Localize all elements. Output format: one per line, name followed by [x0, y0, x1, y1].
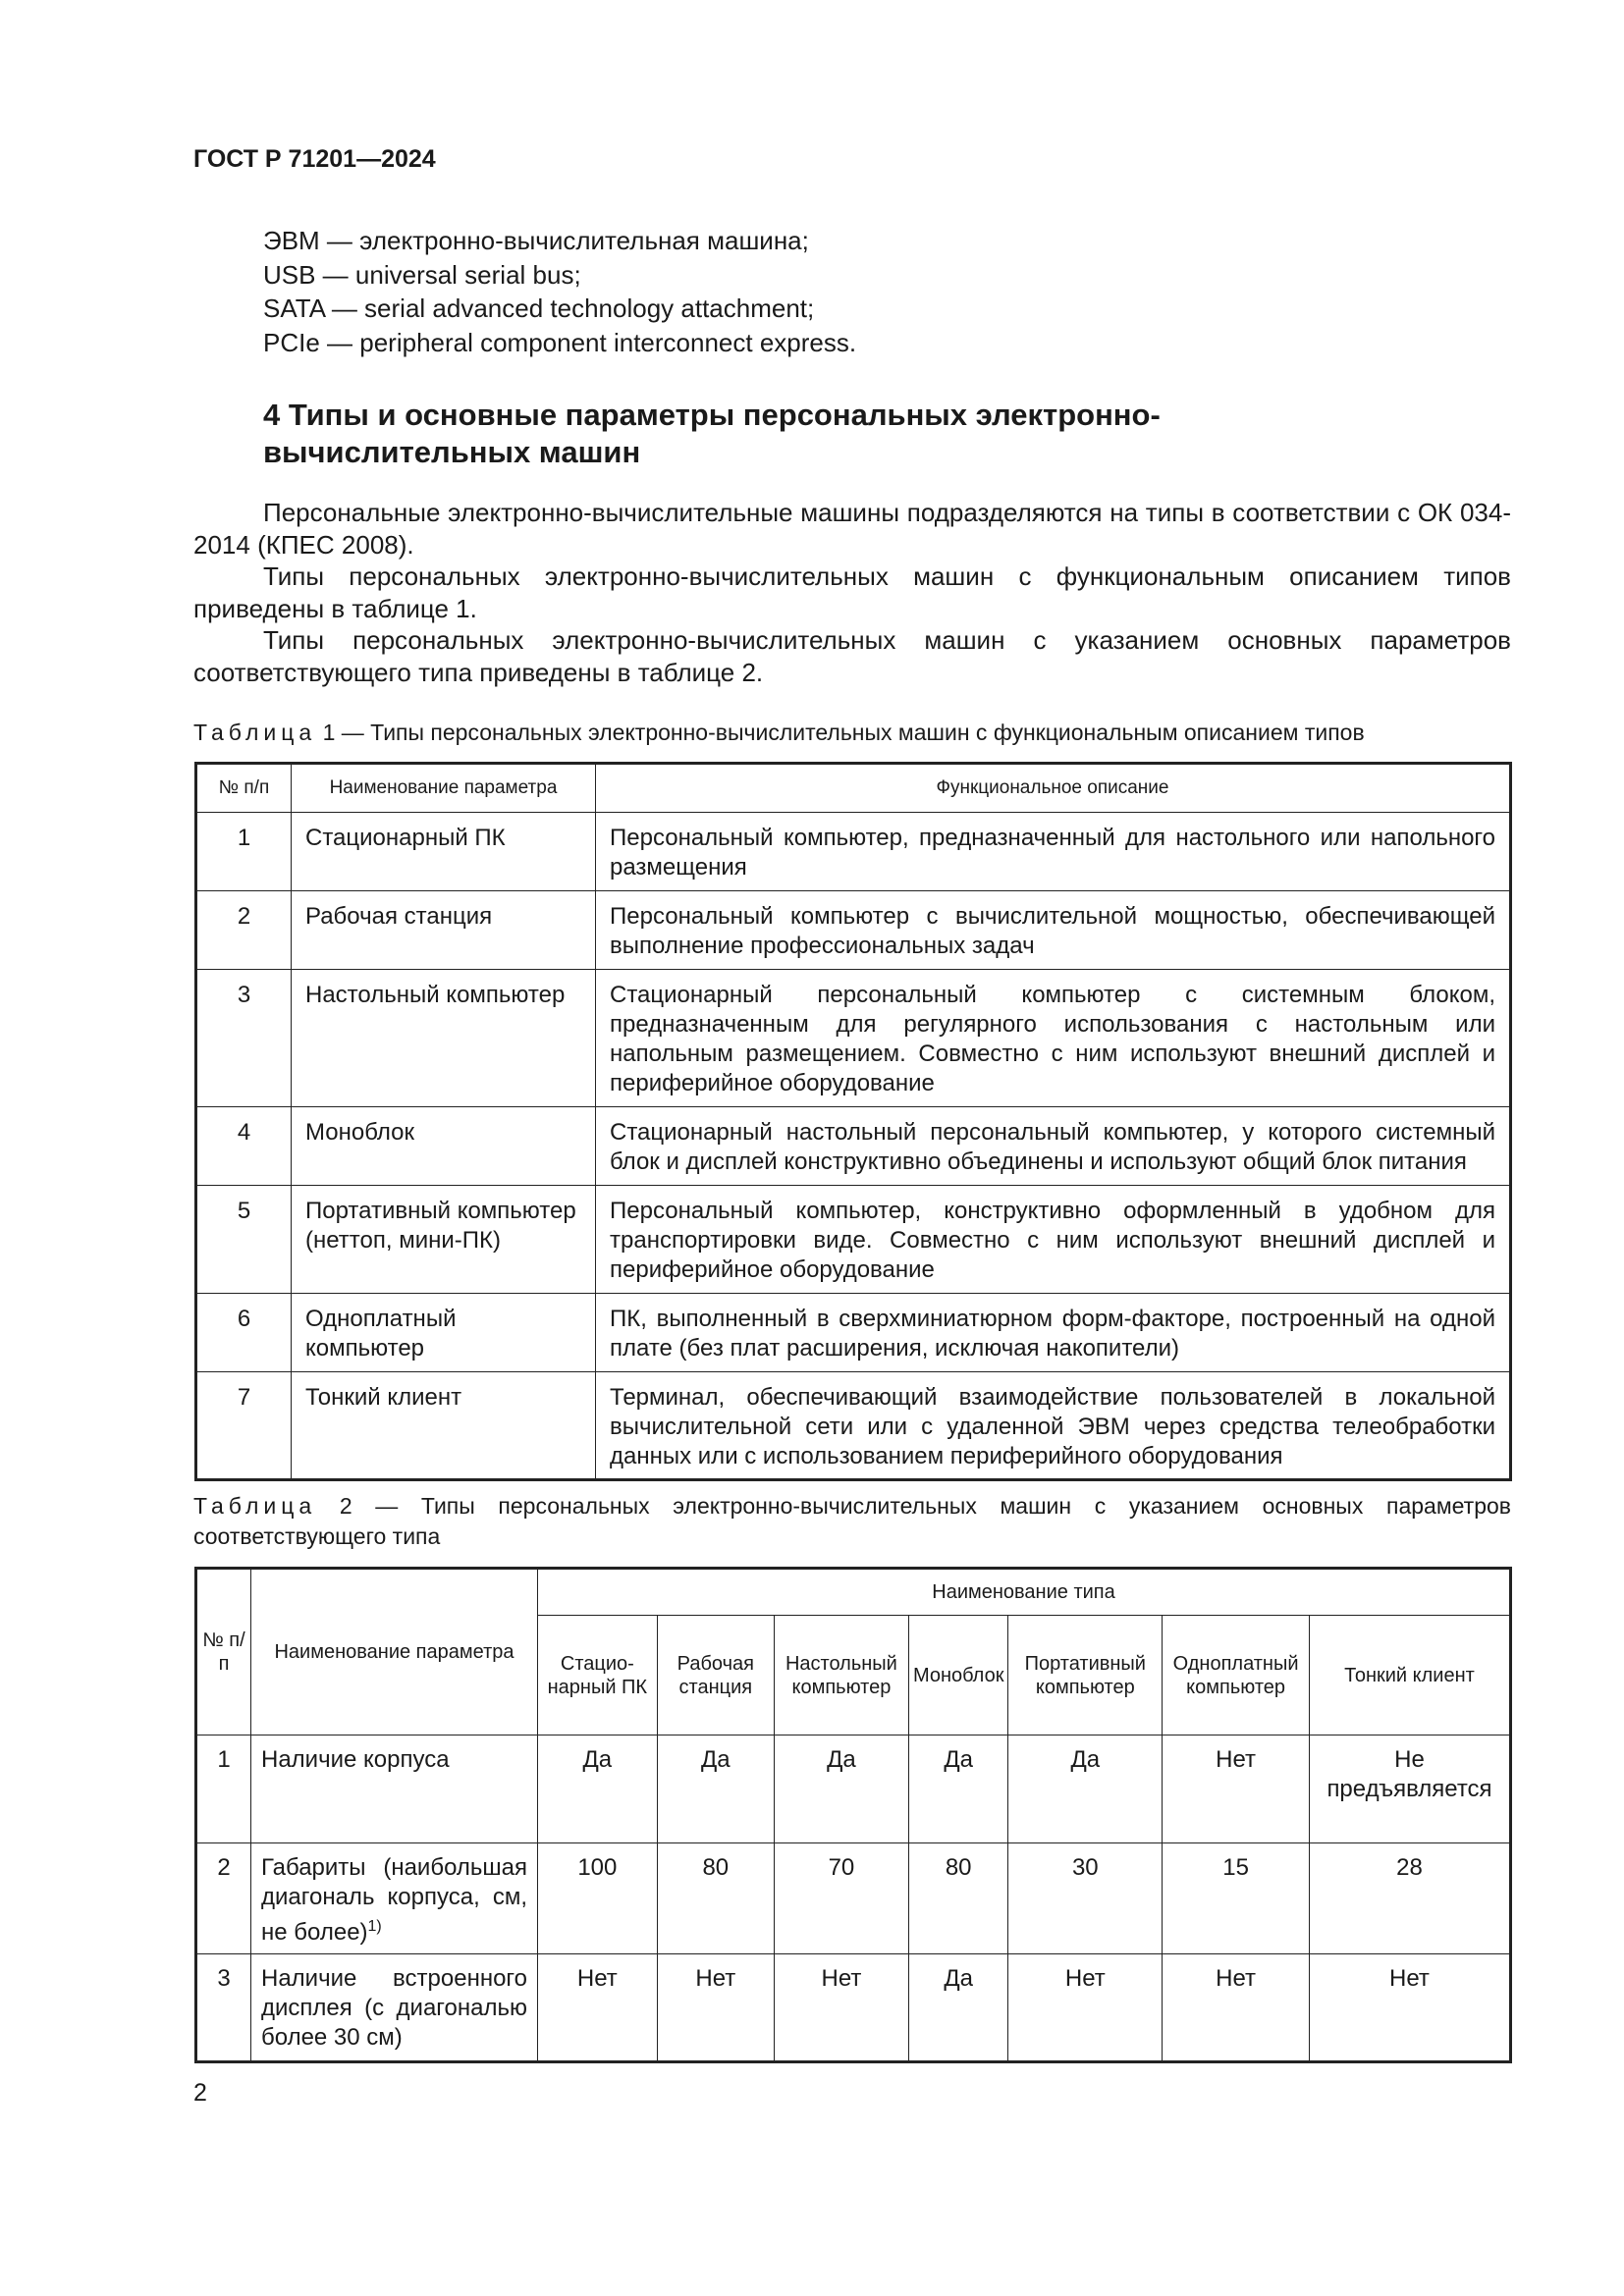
value-cell: 28 — [1309, 1843, 1510, 1954]
abbreviation-item: SATA — serial advanced technology attachment; — [263, 294, 815, 323]
table-row — [196, 1843, 1511, 1954]
parameter-name: Наличие корпуса — [251, 1735, 538, 1843]
row-number: 1 — [196, 813, 292, 891]
section-title-line: 4 Типы и основные параметры персональных электронно- — [263, 398, 1161, 432]
paragraph: Персональные электронно-вычислительные машины подразделяются на типы в соответствии с ОК 034-2014 (КПЕС 2008). — [193, 498, 1511, 560]
type-description: Терминал, обеспечивающий взаимодействие пользователей в локальной вычислительной сети или с удаленной ЭВМ через средства телеобработки данных или с использованием периферийного оборудования — [596, 1372, 1511, 1480]
table1-caption-label: Таблица — [193, 720, 317, 745]
type-name: Портативный компьютер (неттоп, мини-ПК) — [292, 1186, 596, 1294]
table2-caption-label: Таблица — [193, 1493, 317, 1519]
row-number: 3 — [196, 1954, 251, 2062]
table1-header-row — [196, 764, 1511, 813]
row-number: 2 — [196, 891, 292, 970]
type-description: Стационарный персональный компьютер с системным блоком, предназначенным для регулярного использования с настольным или напольным размещением. Совместно с ним используют внешний дисплей и периферийное оборудование — [596, 970, 1511, 1107]
section-title-line: вычислительных машин — [263, 435, 641, 469]
section-body — [193, 497, 1511, 688]
parameter-name: Наличие встроенного дисплея (с диагональю более 30 см) — [251, 1954, 538, 2062]
type-name: Настольный компьютер — [292, 970, 596, 1107]
type-name: Одноплатный компьютер — [292, 1294, 596, 1372]
column-header: Наименование параметра — [292, 764, 596, 813]
table2 — [194, 1567, 1512, 2063]
value-cell: Нет — [657, 1954, 774, 2062]
table-row — [196, 970, 1511, 1107]
value-cell: Нет — [774, 1954, 908, 2062]
type-header: Настольный компьютер — [774, 1616, 908, 1735]
type-name: Моноблок — [292, 1107, 596, 1186]
value-cell: Нет — [1309, 1954, 1510, 2062]
row-number: 6 — [196, 1294, 292, 1372]
table-row — [196, 1735, 1511, 1843]
footnote-marker: 1) — [367, 1918, 382, 1935]
column-header: № п/п — [196, 764, 292, 813]
type-description: Стационарный настольный персональный компьютер, у которого системный блок и дисплей конструктивно объединены и используют общий блок питания — [596, 1107, 1511, 1186]
abbreviation-item: ЭВМ — электронно-вычислительная машина; — [263, 226, 809, 255]
type-header: Стационарный ПК — [538, 1616, 658, 1735]
table-row — [196, 1186, 1511, 1294]
table1-caption — [193, 718, 1511, 748]
type-name: Стационарный ПК — [292, 813, 596, 891]
row-number: 2 — [196, 1843, 251, 1954]
value-cell: Нет — [538, 1954, 658, 2062]
type-name: Рабочая станция — [292, 891, 596, 970]
parameter-name — [251, 1843, 538, 1954]
column-header: Функциональное описание — [596, 764, 1511, 813]
type-header: Тонкий клиент — [1309, 1616, 1510, 1735]
value-cell: Да — [657, 1735, 774, 1843]
value-cell: 80 — [908, 1843, 1008, 1954]
table2-caption-text: 2 — Типы персональных электронно-вычислительных машин с указанием основных параметров соответствующего типа — [193, 1493, 1511, 1549]
type-description: Персональный компьютер с вычислительной мощностью, обеспечивающей выполнение профессиональных задач — [596, 891, 1511, 970]
table-row — [196, 1372, 1511, 1480]
type-header: Одноплатный компьютер — [1163, 1616, 1310, 1735]
document-header: ГОСТ Р 71201—2024 — [193, 145, 436, 173]
table-row — [196, 1954, 1511, 2062]
table2-header-row — [196, 1569, 1511, 1616]
type-header: Портативный компьютер — [1008, 1616, 1163, 1735]
value-cell: Да — [908, 1954, 1008, 2062]
column-group-header: Наименование типа — [538, 1569, 1511, 1616]
type-header: Моноблок — [908, 1616, 1008, 1735]
table-row — [196, 813, 1511, 891]
value-cell: 100 — [538, 1843, 658, 1954]
value-cell: 80 — [657, 1843, 774, 1954]
page-number: 2 — [193, 2079, 207, 2107]
abbreviation-item: USB — universal serial bus; — [263, 259, 581, 290]
paragraph: Типы персональных электронно-вычислительных машин с указанием основных параметров соответствующего типа приведены в таблице 2. — [193, 625, 1511, 687]
parameter-text: Габариты (наибольшая диагональ корпуса, см, не более) — [261, 1854, 527, 1946]
column-header: № п/п — [196, 1569, 251, 1735]
value-cell: Нет — [1163, 1735, 1310, 1843]
type-description: Персональный компьютер, предназначенный для настольного или напольного размещения — [596, 813, 1511, 891]
row-number: 3 — [196, 970, 292, 1107]
value-cell: Да — [538, 1735, 658, 1843]
column-header: Наименование параметра — [251, 1569, 538, 1735]
value-cell: Нет — [1163, 1954, 1310, 2062]
table-row — [196, 1107, 1511, 1186]
table1-caption-text: 1 — Типы персональных электронно-вычислительных машин с функциональным описанием типов — [316, 720, 1365, 745]
table2-caption — [193, 1491, 1511, 1552]
type-name: Тонкий клиент — [292, 1372, 596, 1480]
row-number: 1 — [196, 1735, 251, 1843]
table-row — [196, 891, 1511, 970]
abbreviations-list — [263, 224, 856, 359]
value-cell: Да — [908, 1735, 1008, 1843]
value-cell: 30 — [1008, 1843, 1163, 1954]
table1 — [194, 762, 1512, 1481]
table-row — [196, 1294, 1511, 1372]
type-header: Рабочая станция — [657, 1616, 774, 1735]
value-cell: 15 — [1163, 1843, 1310, 1954]
row-number: 7 — [196, 1372, 292, 1480]
type-description: Персональный компьютер, конструктивно оформленный в удобном для транспортировки виде. Совместно с ним используют внешний дисплей и периферийное оборудование — [596, 1186, 1511, 1294]
value-cell: Не предъявляется — [1309, 1735, 1510, 1843]
section-title — [263, 397, 1343, 471]
row-number: 5 — [196, 1186, 292, 1294]
paragraph: Типы персональных электронно-вычислительных машин с функциональным описанием типов приведены в таблице 1. — [193, 561, 1511, 623]
type-description: ПК, выполненный в сверхминиатюрном форм-факторе, построенный на одной плате (без плат расширения, исключая накопители) — [596, 1294, 1511, 1372]
row-number: 4 — [196, 1107, 292, 1186]
value-cell: 70 — [774, 1843, 908, 1954]
value-cell: Да — [1008, 1735, 1163, 1843]
abbreviation-item: PCIe — peripheral component interconnect express. — [263, 327, 857, 357]
value-cell: Нет — [1008, 1954, 1163, 2062]
value-cell: Да — [774, 1735, 908, 1843]
